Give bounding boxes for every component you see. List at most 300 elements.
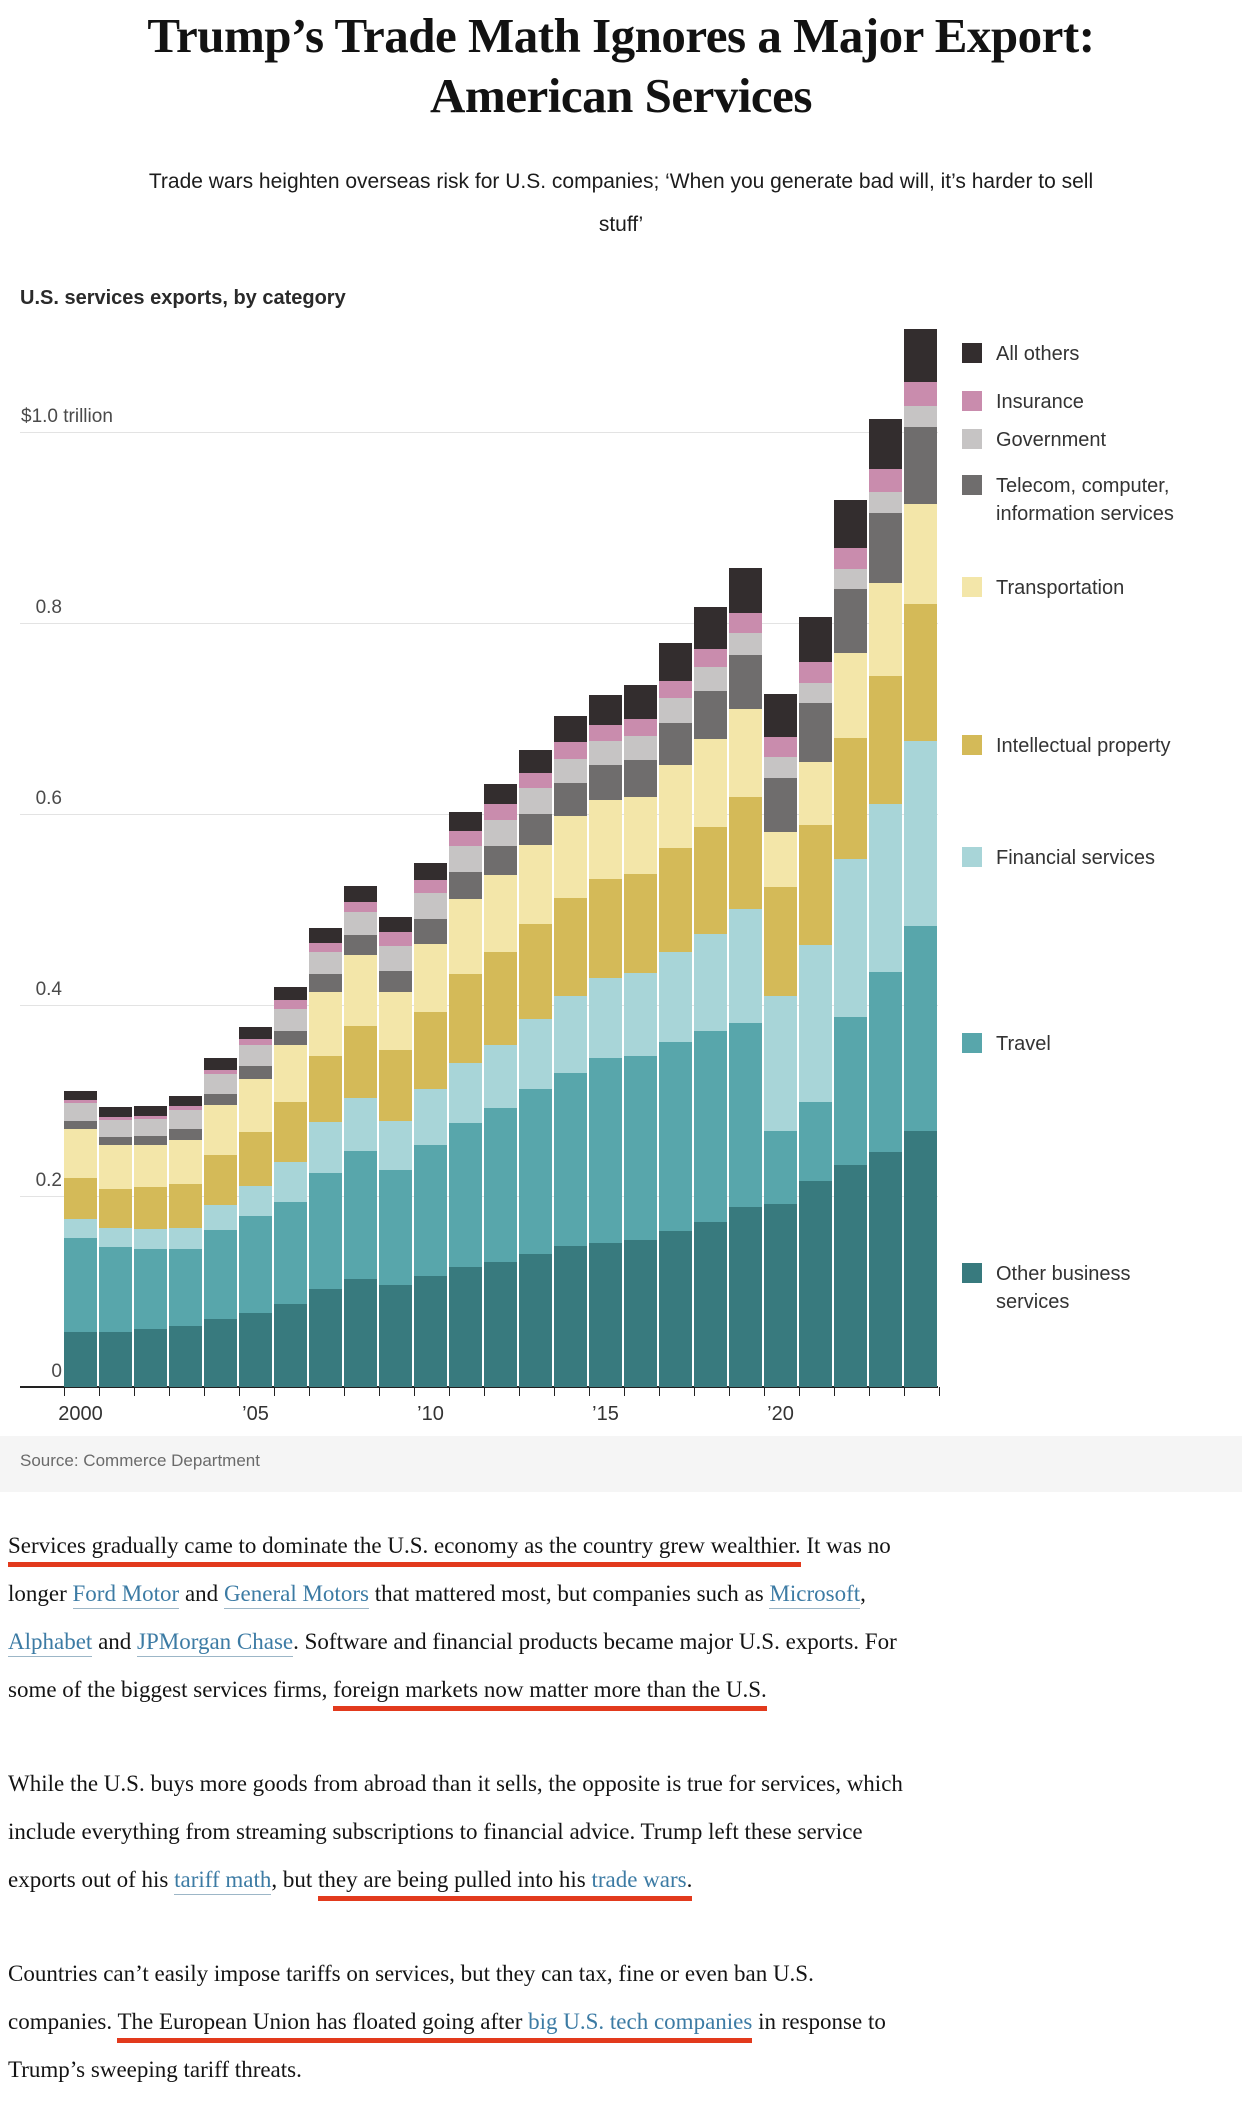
bar-segment-2017-all_others [659,643,692,681]
axis-tick [379,1387,380,1396]
bar-segment-2010-insurance [414,880,447,893]
bar-segment-2018-financial_services [694,934,727,1031]
article-paragraph [8,1760,1234,1904]
bar-segment-2007-travel [309,1173,342,1289]
bar-segment-2018-all_others [694,607,727,649]
bar-segment-2016-intellectual_property [624,874,657,973]
legend-label: Government [996,429,1107,451]
inline-link[interactable]: trade wars [591,1867,687,1892]
y-axis-label: $1.0 trillion [21,406,113,427]
inline-link[interactable]: tariff math [174,1867,271,1895]
bar-segment-2018-intellectual_property [694,827,727,934]
bar-segment-2020-other_business_services [764,1204,797,1387]
bar-segment-2002-insurance [134,1116,167,1119]
bar-segment-2014-insurance [554,742,587,759]
bar-segment-2021-transportation [799,762,832,825]
bar-segment-2006-government [274,1009,307,1031]
bar-segment-2023-travel [869,972,902,1152]
bar-segment-2011-other_business_services [449,1267,482,1387]
bar-segment-2009-financial_services [379,1121,412,1170]
bar-segment-2006-telecom_computer_information [274,1031,307,1045]
bar-segment-2003-travel [169,1249,202,1326]
bar-segment-2017-travel [659,1042,692,1231]
bar-segment-2001-government [99,1120,132,1137]
bar-segment-2002-intellectual_property [134,1187,167,1229]
bar-segment-2022-insurance [834,548,867,569]
bar-segment-2005-government [239,1045,272,1066]
bar-segment-2006-transportation [274,1045,307,1102]
bar-segment-2012-government [484,820,517,846]
headline-line-1: Trump’s Trade Math Ignores a Major Export: [147,8,1095,63]
axis-tick [764,1387,765,1396]
axis-tick [204,1387,205,1396]
bar-segment-2004-financial_services [204,1205,237,1230]
bar-segment-2009-transportation [379,992,412,1050]
bar-segment-2013-telecom_computer_information [519,814,552,845]
bar-segment-2014-intellectual_property [554,898,587,996]
bar-segment-2013-all_others [519,750,552,773]
text-run: longer [8,1581,73,1606]
article-paragraph [8,1522,1234,1714]
chart-figure [0,262,1242,1494]
bar-segment-2018-transportation [694,739,727,827]
bar-segment-2019-telecom_computer_information [729,655,762,709]
y-axis-label: 0.4 [35,979,62,1000]
bar-segment-2006-intellectual_property [274,1102,307,1162]
bar-segment-2015-all_others [589,695,622,725]
bar-segment-2019-financial_services [729,909,762,1023]
bar-segment-2018-insurance [694,649,727,667]
bar-segment-2014-telecom_computer_information [554,783,587,816]
bar-segment-2001-other_business_services [99,1332,132,1387]
bar-segment-2004-intellectual_property [204,1155,237,1205]
bar-segment-2012-other_business_services [484,1262,517,1387]
bar-segment-2021-telecom_computer_information [799,703,832,762]
chart-source-band [0,1436,1242,1492]
axis-tick [799,1387,800,1396]
bar-segment-2004-transportation [204,1105,237,1155]
red-underline: The European Union has floated going after [117,2009,528,2043]
bar-segment-2010-government [414,893,447,919]
text-run: and [92,1629,138,1654]
bar-segment-2010-financial_services [414,1089,447,1145]
axis-tick [309,1387,310,1396]
legend-label: Insurance [996,391,1084,413]
bar-segment-2023-other_business_services [869,1152,902,1387]
inline-link[interactable]: Microsoft [769,1581,860,1609]
bar-segment-2023-government [869,492,902,513]
bar-segment-2021-financial_services [799,945,832,1102]
text-run: , [860,1581,866,1606]
bar-segment-2003-intellectual_property [169,1184,202,1228]
bar-segment-2004-government [204,1074,237,1094]
bar-segment-2008-government [344,912,377,935]
bar-segment-2015-travel [589,1058,622,1243]
bar-segment-2013-intellectual_property [519,924,552,1019]
bar-segment-2008-other_business_services [344,1279,377,1387]
bar-segment-2008-travel [344,1151,377,1279]
bar-segment-2002-financial_services [134,1229,167,1249]
bar-segment-2001-transportation [99,1145,132,1189]
bar-segment-2020-telecom_computer_information [764,778,797,832]
bar-segment-2016-travel [624,1056,657,1240]
text-run: in response to [752,2009,886,2034]
bar-segment-2002-government [134,1119,167,1136]
axis-tick [169,1387,170,1396]
bar-segment-2018-travel [694,1031,727,1222]
bar-segment-2003-all_others [169,1096,202,1106]
bar-segment-2003-transportation [169,1140,202,1184]
bar-segment-2011-telecom_computer_information [449,872,482,899]
article-paragraph [8,1950,1234,2094]
bar-segment-2000-other_business_services [64,1332,97,1387]
bar-segment-2013-other_business_services [519,1254,552,1387]
x-axis-label: ’05 [242,1403,269,1425]
bar-segment-2015-government [589,741,622,765]
bar-segment-2011-transportation [449,899,482,974]
bar-segment-2024-government [904,406,937,427]
inline-link[interactable]: JPMorgan Chase [137,1629,293,1657]
article-headline [20,6,1222,126]
bar-segment-2007-all_others [309,928,342,943]
bar-segment-2024-other_business_services [904,1131,937,1387]
bar-segment-2014-other_business_services [554,1246,587,1387]
bar-segment-2022-intellectual_property [834,738,867,859]
bar-segment-2008-financial_services [344,1098,377,1151]
bar-segment-2010-telecom_computer_information [414,919,447,944]
bar-segment-2022-travel [834,1017,867,1165]
bar-segment-2014-travel [554,1073,587,1246]
bar-segment-2019-government [729,633,762,655]
axis-tick [904,1387,905,1396]
text-run: companies. [8,2009,118,2034]
bar-segment-2024-all_others [904,329,937,382]
bar-segment-2001-financial_services [99,1228,132,1247]
bar-segment-2013-financial_services [519,1019,552,1089]
bar-segment-2003-government [169,1110,202,1129]
bar-segment-2016-other_business_services [624,1240,657,1387]
chart-title: U.S. services exports, by category [20,287,346,309]
axis-tick [939,1387,940,1396]
bar-segment-2013-transportation [519,845,552,924]
bar-segment-2010-other_business_services [414,1276,447,1387]
text-run: include everything from streaming subscriptions to financial advice. Trump left these service [8,1819,863,1844]
bar-segment-2021-all_others [799,617,832,662]
gridline [20,432,938,433]
text-run: Countries can’t easily impose tariffs on services, but they can tax, fine or even ban U.S. [8,1961,814,1986]
subtitle-line-2: stuff’ [598,213,644,236]
bar-segment-2008-insurance [344,902,377,912]
bar-segment-2005-transportation [239,1079,272,1132]
bar-segment-2007-insurance [309,943,342,952]
bar-segment-2016-government [624,736,657,760]
legend-label: Intellectual property [996,735,1171,757]
bar-segment-2023-insurance [869,469,902,492]
bar-segment-2000-travel [64,1238,97,1332]
bar-segment-2010-travel [414,1145,447,1276]
y-axis-label: 0 [51,1361,62,1382]
bar-segment-2009-insurance [379,932,412,946]
bar-segment-2020-insurance [764,737,797,757]
bar-segment-2019-transportation [729,709,762,797]
bar-segment-2022-telecom_computer_information [834,589,867,653]
bar-segment-2009-government [379,946,412,971]
bar-segment-2015-financial_services [589,978,622,1058]
bar-segment-2005-telecom_computer_information [239,1066,272,1079]
bar-segment-2001-intellectual_property [99,1189,132,1228]
bar-segment-2003-insurance [169,1106,202,1110]
axis-tick [729,1387,730,1396]
article-body [8,1522,1234,2094]
bar-segment-2006-all_others [274,987,307,1000]
bar-segment-2004-telecom_computer_information [204,1094,237,1105]
bar-segment-2002-transportation [134,1145,167,1187]
bar-segment-2012-telecom_computer_information [484,846,517,875]
text-run: Trump’s sweeping tariff threats. [8,2057,302,2082]
bar-segment-2023-all_others [869,419,902,469]
y-axis-label: 0.8 [35,597,62,618]
bar-segment-2009-travel [379,1170,412,1285]
axis-tick [869,1387,870,1396]
bar-segment-2014-financial_services [554,996,587,1073]
x-axis-label: ’10 [417,1403,444,1425]
bar-segment-2006-insurance [274,1000,307,1009]
bar-segment-2005-other_business_services [239,1313,272,1387]
bar-segment-2012-intellectual_property [484,952,517,1045]
axis-tick [274,1387,275,1396]
bar-segment-2024-transportation [904,504,937,604]
bar-segment-2015-insurance [589,725,622,741]
bar-segment-2002-telecom_computer_information [134,1136,167,1145]
bar-segment-2024-insurance [904,382,937,406]
red-underline: Services gradually came to dominate the U.S. economy as the country grew wealthier. [8,1533,801,1567]
bar-segment-2015-other_business_services [589,1243,622,1387]
axis-tick [694,1387,695,1396]
bar-segment-2008-intellectual_property [344,1026,377,1098]
bar-segment-2008-transportation [344,955,377,1026]
bar-segment-2018-telecom_computer_information [694,691,727,739]
bar-segment-2005-financial_services [239,1186,272,1216]
axis-tick [624,1387,625,1396]
bar-segment-2015-telecom_computer_information [589,765,622,800]
bar-segment-2001-travel [99,1247,132,1332]
axis-tick [834,1387,835,1396]
bar-segment-2012-travel [484,1108,517,1262]
legend-label: Travel [996,1033,1051,1055]
bar-segment-2010-intellectual_property [414,1012,447,1089]
bar-segment-2006-other_business_services [274,1304,307,1387]
bar-segment-2011-travel [449,1123,482,1267]
legend-label: Other business services [996,1263,1131,1313]
bar-segment-2023-intellectual_property [869,676,902,804]
text-run: . Software and financial products became major U.S. exports. For [293,1629,897,1654]
bar-segment-2019-all_others [729,568,762,613]
bar-segment-2016-all_others [624,685,657,719]
bar-segment-2021-insurance [799,662,832,683]
text-run: exports out of his [8,1867,175,1892]
axis-tick [414,1387,415,1396]
bar-segment-2012-insurance [484,804,517,820]
bar-segment-2007-financial_services [309,1122,342,1173]
bar-segment-2024-intellectual_property [904,604,937,741]
x-axis-label: ’20 [767,1403,794,1425]
bar-segment-2000-financial_services [64,1219,97,1238]
bar-segment-2004-all_others [204,1058,237,1070]
bar-segment-2007-transportation [309,992,342,1056]
y-axis-label: 0.6 [35,788,62,809]
bar-segment-2000-intellectual_property [64,1178,97,1219]
bar-segment-2001-insurance [99,1117,132,1120]
bar-segment-2009-other_business_services [379,1285,412,1387]
bar-segment-2014-government [554,759,587,783]
axis-tick [134,1387,135,1396]
bar-segment-2009-intellectual_property [379,1050,412,1121]
bar-segment-2016-telecom_computer_information [624,760,657,797]
bar-segment-2000-transportation [64,1129,97,1178]
bar-segment-2023-financial_services [869,804,902,972]
bar-segment-2007-telecom_computer_information [309,974,342,992]
bar-segment-2003-other_business_services [169,1326,202,1387]
bar-segment-2008-telecom_computer_information [344,935,377,955]
bar-segment-2003-telecom_computer_information [169,1129,202,1140]
bar-segment-2017-insurance [659,681,692,698]
red-underline: . [687,1867,693,1901]
bar-segment-2022-government [834,569,867,589]
bar-segment-2024-travel [904,926,937,1131]
axis-tick [344,1387,345,1396]
axis-tick [589,1387,590,1396]
bar-segment-2007-government [309,952,342,974]
bar-segment-2019-travel [729,1023,762,1207]
bar-segment-2017-transportation [659,765,692,848]
inline-link[interactable]: Alphabet [8,1629,92,1657]
bar-segment-2005-travel [239,1216,272,1313]
bar-segment-2001-all_others [99,1107,132,1117]
text-run: While the U.S. buys more goods from abroad than it sells, the opposite is true for services, which [8,1771,903,1796]
bar-segment-2003-financial_services [169,1228,202,1249]
text-run: some of the biggest services firms, [8,1677,334,1702]
bar-segment-2011-all_others [449,812,482,831]
bar-segment-2022-transportation [834,653,867,738]
bar-segment-2018-government [694,667,727,691]
axis-tick [554,1387,555,1396]
axis-tick [519,1387,520,1396]
bar-segment-2017-financial_services [659,952,692,1042]
bar-segment-2016-transportation [624,797,657,874]
bar-segment-2020-financial_services [764,996,797,1131]
bar-segment-2020-all_others [764,694,797,737]
bar-segment-2019-insurance [729,613,762,633]
bar-segment-2015-transportation [589,800,622,879]
bar-segment-2013-travel [519,1089,552,1254]
axis-tick [239,1387,240,1396]
bar-segment-2021-travel [799,1102,832,1181]
bar-segment-2018-other_business_services [694,1222,727,1387]
inline-link[interactable]: General Motors [224,1581,369,1609]
bar-segment-2011-government [449,846,482,872]
headline-line-2: American Services [430,68,812,123]
bar-segment-2013-insurance [519,773,552,788]
bar-segment-2010-transportation [414,944,447,1012]
y-axis-label: 0.2 [35,1170,62,1191]
bar-segment-2002-all_others [134,1106,167,1116]
text-run: that mattered most, but companies such as [368,1581,770,1606]
bar-segment-2009-all_others [379,917,412,932]
bar-segment-2010-all_others [414,863,447,880]
red-underline [528,2009,752,2043]
bar-segment-2022-all_others [834,500,867,548]
bar-segment-2000-government [64,1103,97,1121]
legend-label: Financial services [996,847,1155,869]
bar-segment-2004-other_business_services [204,1319,237,1387]
bar-segment-2019-other_business_services [729,1207,762,1387]
legend-label: Telecom, computer, information services [996,475,1174,525]
bar-segment-2011-financial_services [449,1063,482,1123]
x-axis-label: ’15 [592,1403,619,1425]
bar-segment-2000-all_others [64,1091,97,1100]
bar-segment-2014-transportation [554,816,587,898]
bar-segment-2019-intellectual_property [729,797,762,909]
article-subtitle [40,160,1202,246]
text-run: , but [271,1867,319,1892]
axis-tick [484,1387,485,1396]
bar-segment-2020-government [764,757,797,778]
bar-segment-2004-insurance [204,1070,237,1074]
bar-segment-2002-travel [134,1249,167,1329]
bar-segment-2024-financial_services [904,741,937,926]
x-axis-label: 2000 [58,1403,103,1425]
bar-segment-2020-transportation [764,832,797,887]
bar-segment-2020-intellectual_property [764,887,797,996]
bar-segment-2017-telecom_computer_information [659,723,692,765]
inline-link[interactable]: big U.S. tech companies [528,2009,753,2034]
bar-segment-2023-transportation [869,583,902,676]
bar-segment-2017-intellectual_property [659,848,692,952]
red-underline: they are being pulled into his [318,1867,591,1901]
bar-segment-2021-intellectual_property [799,825,832,945]
bar-segment-2021-other_business_services [799,1181,832,1387]
text-run: It was no [800,1533,891,1558]
stacked-bar-chart [0,262,1242,1494]
bar-segment-2009-telecom_computer_information [379,971,412,992]
axis-tick [64,1387,65,1396]
legend-label: All others [996,343,1080,365]
bar-segment-2024-telecom_computer_information [904,427,937,504]
axis-tick [449,1387,450,1396]
inline-link[interactable]: Ford Motor [73,1581,180,1609]
bar-segment-2016-insurance [624,719,657,736]
legend-label: Transportation [996,577,1125,599]
bar-segment-2001-telecom_computer_information [99,1137,132,1145]
bar-segment-2020-travel [764,1131,797,1204]
bar-segment-2016-financial_services [624,973,657,1056]
bar-segment-2002-other_business_services [134,1329,167,1387]
bar-segment-2007-other_business_services [309,1289,342,1387]
bar-segment-2012-transportation [484,875,517,952]
bar-segment-2005-insurance [239,1039,272,1045]
bar-segment-2006-travel [274,1202,307,1304]
red-underline [591,1867,686,1901]
bar-segment-2000-telecom_computer_information [64,1121,97,1129]
bar-segment-2015-intellectual_property [589,879,622,978]
bar-segment-2023-telecom_computer_information [869,513,902,583]
bar-segment-2008-all_others [344,886,377,902]
bar-segment-2005-intellectual_property [239,1132,272,1186]
bar-segment-2017-other_business_services [659,1231,692,1387]
bar-segment-2014-all_others [554,716,587,742]
bar-segment-2017-government [659,698,692,723]
text-run: and [179,1581,224,1606]
